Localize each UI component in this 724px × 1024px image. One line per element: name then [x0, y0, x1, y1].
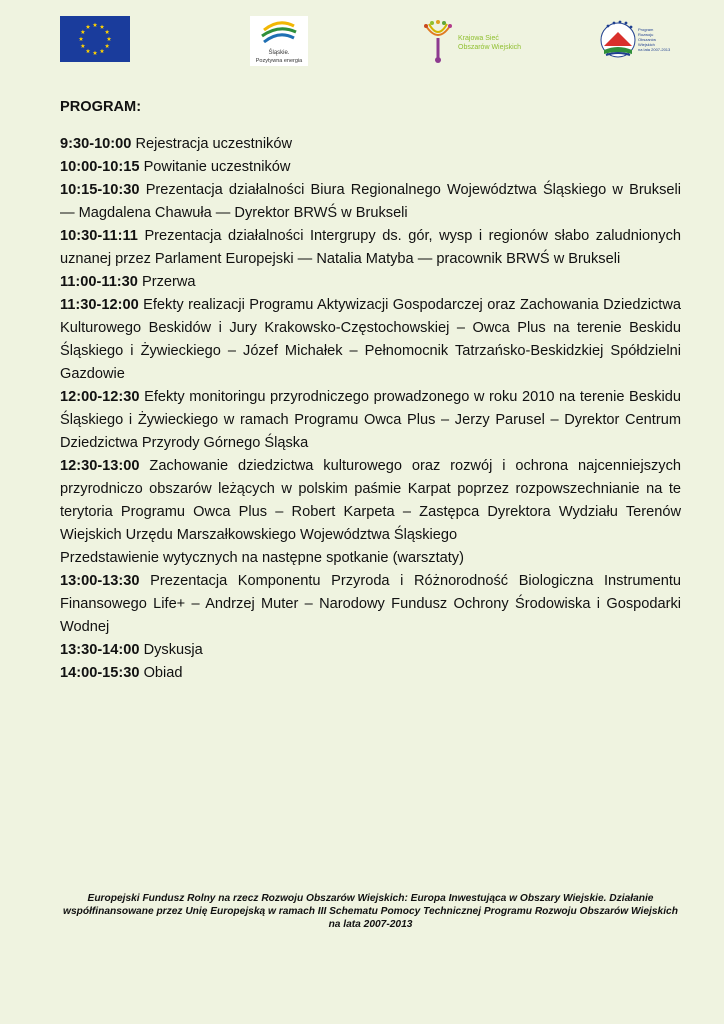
ksow-logo-text-1: Krajowa Sieć	[458, 35, 499, 42]
prow-logo	[598, 16, 674, 64]
entry-description: Przedstawienie wytycznych na następne spotkanie (warsztaty)	[60, 550, 464, 566]
eu-flag-logo	[60, 16, 130, 62]
entry-time: 10:30-11:11	[60, 228, 138, 244]
entry-description: Przerwa	[141, 274, 196, 290]
prow-emblem-icon	[601, 21, 635, 57]
ksow-logo-text-2: Obszarów Wiejskich	[458, 44, 522, 51]
entry-description: Zachowanie dziedzictwa kulturowego oraz rozwój i ochrona najcenniejszych przyrodniczo obszarów leżących w polskim paśmie Karpat poprzez rozpowszechnianie na te terytoria Programu Owca Plus – Robert Karpeta – Zastępca Dyrektora Wydziału Terenów Wiejskich Urzędu Marszałkowskiego Województwa Śląskiego	[60, 458, 681, 543]
program-entry	[60, 639, 681, 662]
slaskie-logo-text-1: Śląskie.	[268, 50, 290, 56]
program-entry	[60, 271, 681, 294]
program-entry	[60, 455, 681, 547]
slaskie-logo-text-2: Pozytywna energia	[255, 58, 303, 64]
program-heading: PROGRAM:	[60, 99, 142, 115]
entry-description: Efekty realizacji Programu Aktywizacji Gospodarczej oraz Zachowania Dziedzictwa Kulturowego Beskidów i Jury Krakowsko-Częstochowskiej – Owca Plus na terenie Beskidu Śląskiego i Żywieckiego – Józef Michałek – Pełnomocnik Tatrzańsko-Beskidzkiej Spółdzielni Gazdowie	[60, 297, 681, 382]
program-entry	[60, 133, 681, 156]
entry-description: Prezentacja Komponentu Przyroda i Różnorodność Biologiczna Instrumentu Finansowego Life+ – Andrzej Muter – Narodowy Fundusz Ochrony Środowiska i Gospodarki Wodnej	[60, 573, 681, 635]
program-entry	[60, 547, 681, 570]
entry-time: 12:00-12:30	[60, 389, 140, 405]
slaskie-logo	[250, 16, 308, 66]
ksow-logo	[420, 18, 530, 64]
entry-time: 13:00-13:30	[60, 573, 140, 589]
entry-description: Obiad	[143, 665, 183, 681]
entry-time: 9:30-10:00	[60, 136, 132, 152]
entry-time: 11:30-12:00	[60, 297, 139, 313]
entry-description: Powitanie uczestników	[143, 159, 291, 175]
entry-description: Dyskusja	[143, 642, 203, 658]
entry-description: Rejestracja uczestników	[135, 136, 293, 152]
entry-time: 13:30-14:00	[60, 642, 140, 658]
program-entry	[60, 570, 681, 639]
entry-time: 11:00-11:30	[60, 274, 138, 290]
prow-logo-text-4: Wiejskich	[638, 42, 655, 47]
footer-text: Europejski Fundusz Rolny na rzecz Rozwoju Obszarów Wiejskich: Europa Inwestująca w Obszary Wiejskie. Działanie współfinansowane przez Unię Europejską w ramach III Schematu Pomocy Technicznej Programu Rozwoju Obszarów Wiejskich na lata 2007-2013	[63, 893, 678, 930]
entry-description: Efekty monitoringu przyrodniczego prowadzonego w roku 2010 na terenie Beskidu Śląskiego i Żywieckiego w ramach Programu Owca Plus – Jerzy Parusel – Dyrektor Centrum Dziedzictwa Przyrody Górnego Śląska	[60, 389, 681, 451]
logo-bar	[0, 14, 724, 68]
program-entry	[60, 294, 681, 386]
entry-time: 10:00-10:15	[60, 159, 140, 175]
entry-description: Prezentacja działalności Intergrupy ds. gór, wysp i regionów słabo zaludnionych uznanej przez Parlament Europejski — Natalia Matyba — pracownik BRWŚ w Brukseli	[60, 228, 681, 267]
program-entry	[60, 156, 681, 179]
prow-logo-text-5: na lata 2007-2013	[638, 47, 671, 52]
prow-logo-text-2: Rozwoju	[638, 32, 654, 37]
program-entries	[60, 133, 681, 685]
entry-time: 14:00-15:30	[60, 665, 140, 681]
program-content	[60, 96, 681, 685]
eu-stars-icon	[60, 16, 130, 62]
program-entry	[60, 179, 681, 225]
program-entry	[60, 662, 681, 685]
entry-description: Prezentacja działalności Biura Regionalnego Województwa Śląskiego w Brukseli — Magdalena Chawuła — Dyrektor BRWŚ w Brukseli	[60, 182, 681, 221]
tree-icon	[424, 20, 452, 63]
entry-time: 10:15-10:30	[60, 182, 140, 198]
program-entry	[60, 225, 681, 271]
entry-time: 12:30-13:00	[60, 458, 140, 474]
prow-logo-text-3: Obszarów	[638, 37, 657, 42]
prow-logo-text-1: Program	[638, 27, 654, 32]
program-entry	[60, 386, 681, 455]
